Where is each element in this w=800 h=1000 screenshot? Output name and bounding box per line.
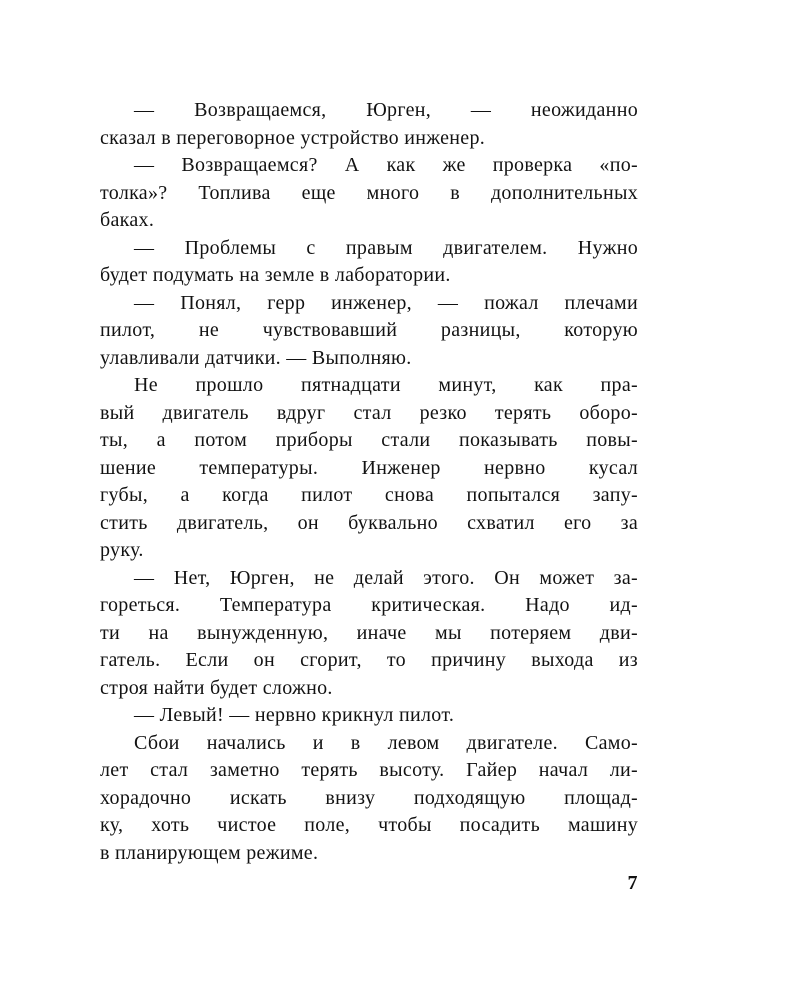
text-line: — Нет, Юрген, не делай этого. Он может за-	[134, 566, 638, 589]
text-line: сказал в переговорное устройство инженер.	[100, 126, 486, 149]
text-line: строя найти будет сложно.	[100, 676, 333, 699]
text-line: толка»? Топлива еще много в дополнительных	[100, 181, 638, 204]
text-line: гореться. Температура критическая. Надо ид-	[100, 594, 638, 616]
text-line: — Левый! — нервно крикнул пилот.	[134, 704, 455, 726]
text-line: — Понял, герр инженер, — пожал плечами	[134, 291, 638, 314]
text-line: ти на вынужденную, иначе мы потеряем дви-	[100, 621, 638, 644]
text-line: хорадочно искать внизу подходящую площад-	[100, 786, 638, 809]
text-line: лет стал заметно терять высоту. Гайер начал ли-	[100, 759, 638, 781]
text-column	[100, 97, 638, 867]
text-line: стить двигатель, он буквально схватил его за	[100, 511, 638, 534]
text-line: пилот, не чувствовавший разницы, которую	[100, 319, 638, 341]
paragraph	[100, 235, 638, 290]
text-line: — Возвращаемся? А как же проверка «по-	[134, 154, 638, 176]
text-line: руку.	[100, 539, 144, 561]
paragraph	[100, 702, 638, 730]
page-number: 7	[627, 872, 638, 894]
text-line: — Проблемы с правым двигателем. Нужно	[134, 236, 638, 259]
text-line: баках.	[100, 209, 155, 231]
paragraph	[100, 290, 638, 373]
text-line: будет подумать на земле в лаборатории.	[100, 264, 451, 286]
text-line: губы, а когда пилот снова попытался запу-	[100, 484, 638, 506]
text-line: — Возвращаемся, Юрген, — неожиданно	[134, 99, 638, 121]
text-line: ку, хоть чистое поле, чтобы посадить машину	[100, 814, 638, 836]
paragraph	[100, 565, 638, 703]
text-line: улавливали датчики. — Выполняю.	[100, 346, 412, 369]
text-line: в планирующем режиме.	[100, 841, 319, 864]
paragraph	[100, 730, 638, 868]
text-line: гатель. Если он сгорит, то причину выхода из	[100, 649, 638, 671]
text-line: шение температуры. Инженер нервно кусал	[100, 456, 638, 479]
paragraph	[100, 152, 638, 235]
text-line: ты, а потом приборы стали показывать повы-	[100, 429, 638, 451]
paragraph	[100, 97, 638, 152]
paragraph	[100, 372, 638, 565]
text-line: вый двигатель вдруг стал резко терять оборо-	[100, 401, 638, 424]
text-line: Не прошло пятнадцати минут, как пра-	[134, 374, 638, 396]
text-line: Сбои начались и в левом двигателе. Само-	[134, 731, 638, 754]
